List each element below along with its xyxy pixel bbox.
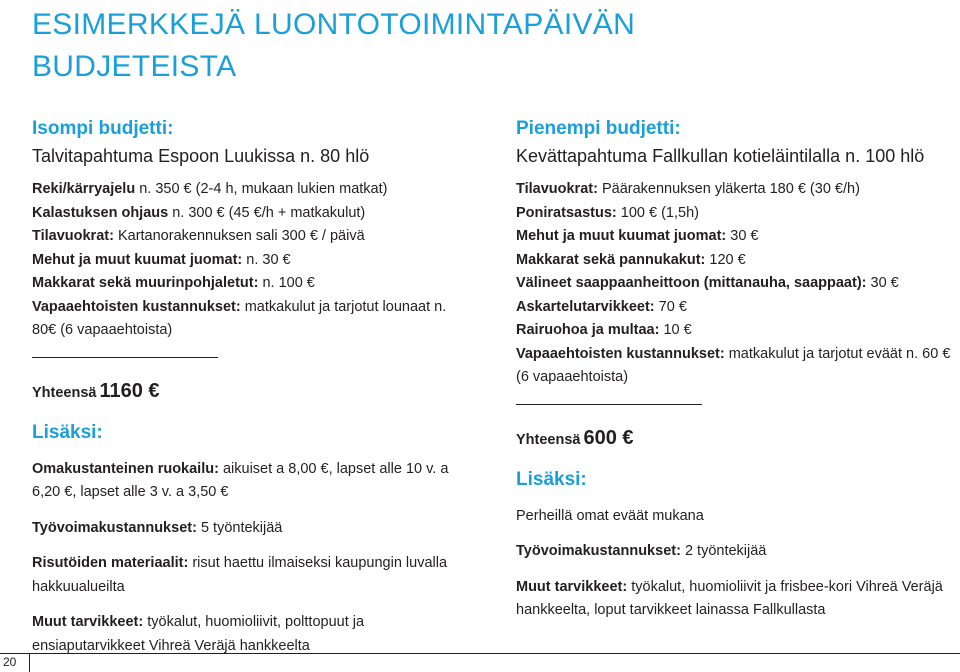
larger-budget-event: Talvitapahtuma Espoon Luukissa n. 80 hlö <box>32 146 370 166</box>
budget-item: Mehut ja muut kuumat juomat: n. 30 € <box>32 251 291 268</box>
budget-item: Mehut ja muut kuumat juomat: 30 € <box>516 228 759 244</box>
budget-item: Vapaaehtoisten kustannukset: matkakulut ja tarjotut eväät n. 60 € (6 vapaaehtoista) <box>516 345 951 385</box>
budget-item: Vapaaehtoisten kustannukset: matkakulut ja tarjotut lounaat n. 80€ (6 vapaaehtoista) <box>32 298 447 338</box>
budget-item: Tilavuokrat: Päärakennuksen yläkerta 180 € (30 €/h) <box>516 181 860 197</box>
budget-item: Askartelutarvikkeet: 70 € <box>516 298 687 315</box>
extra-note: Risutöiden materiaalit: risut haettu ilmaiseksi kaupungin luvalla hakkuualueilta <box>32 555 448 595</box>
sum-divider <box>32 357 218 358</box>
footer-rule <box>0 653 960 654</box>
extra-note: Työvoimakustannukset: 5 työntekijää <box>32 519 283 536</box>
extra-note: Muut tarvikkeet: työkalut, huomioliivit, polttopuut ja ensiaputarvikkeet Vihreä Veräjä hankkeelta <box>32 614 365 654</box>
page-title: ESIMERKKEJÄ LUONTOTOIMINTAPÄIVÄN BUDJETEISTA <box>32 8 636 83</box>
smaller-budget-column <box>516 116 952 623</box>
budget-item: Rairuohoa ja multaa: 10 € <box>516 322 692 338</box>
larger-budget-column <box>32 116 472 658</box>
larger-extras-heading: Lisäksi: <box>32 421 103 443</box>
budget-item: Tilavuokrat: Kartanorakennuksen sali 300 € / päivä <box>32 228 365 244</box>
budget-item: Makkarat sekä muurinpohjaletut: n. 100 € <box>32 275 315 291</box>
extra-note: Perheillä omat eväät mukana <box>516 507 704 524</box>
larger-budget-total: Yhteensä 1160 € <box>32 379 160 402</box>
budget-item: Reki/kärryajelu n. 350 € (2-4 h, mukaan lukien matkat) <box>32 181 388 197</box>
sum-divider <box>516 404 702 405</box>
smaller-extras-heading: Lisäksi: <box>516 468 587 490</box>
extra-note: Työvoimakustannukset: 2 työntekijää <box>516 543 767 559</box>
extra-note: Omakustanteinen ruokailu: aikuiset a 8,00 €, lapset alle 10 v. a 6,20 €, lapset alle 3 v. a 3,50 € <box>32 460 449 500</box>
budget-item: Välineet saappaanheittoon (mittanauha, saappaat): 30 € <box>516 275 899 291</box>
budget-item: Poniratsastus: 100 € (1,5h) <box>516 204 699 221</box>
page-number: 20 <box>0 653 30 672</box>
smaller-budget-total: Yhteensä 600 € <box>516 426 634 449</box>
larger-budget-heading: Isompi budjetti: <box>32 118 174 139</box>
budget-item: Makkarat sekä pannukakut: 120 € <box>516 251 746 268</box>
smaller-budget-event: Kevättapahtuma Fallkullan kotieläintilalla n. 100 hlö <box>516 146 925 166</box>
smaller-budget-heading: Pienempi budjetti: <box>516 118 681 139</box>
extra-note: Muut tarvikkeet: työkalut, huomioliivit ja frisbee-kori Vihreä Veräjä hankkeelta, loput tarvikkeet lainassa Fallkullasta <box>516 578 943 618</box>
budget-item: Kalastuksen ohjaus n. 300 € (45 €/h + matkakulut) <box>32 204 366 221</box>
